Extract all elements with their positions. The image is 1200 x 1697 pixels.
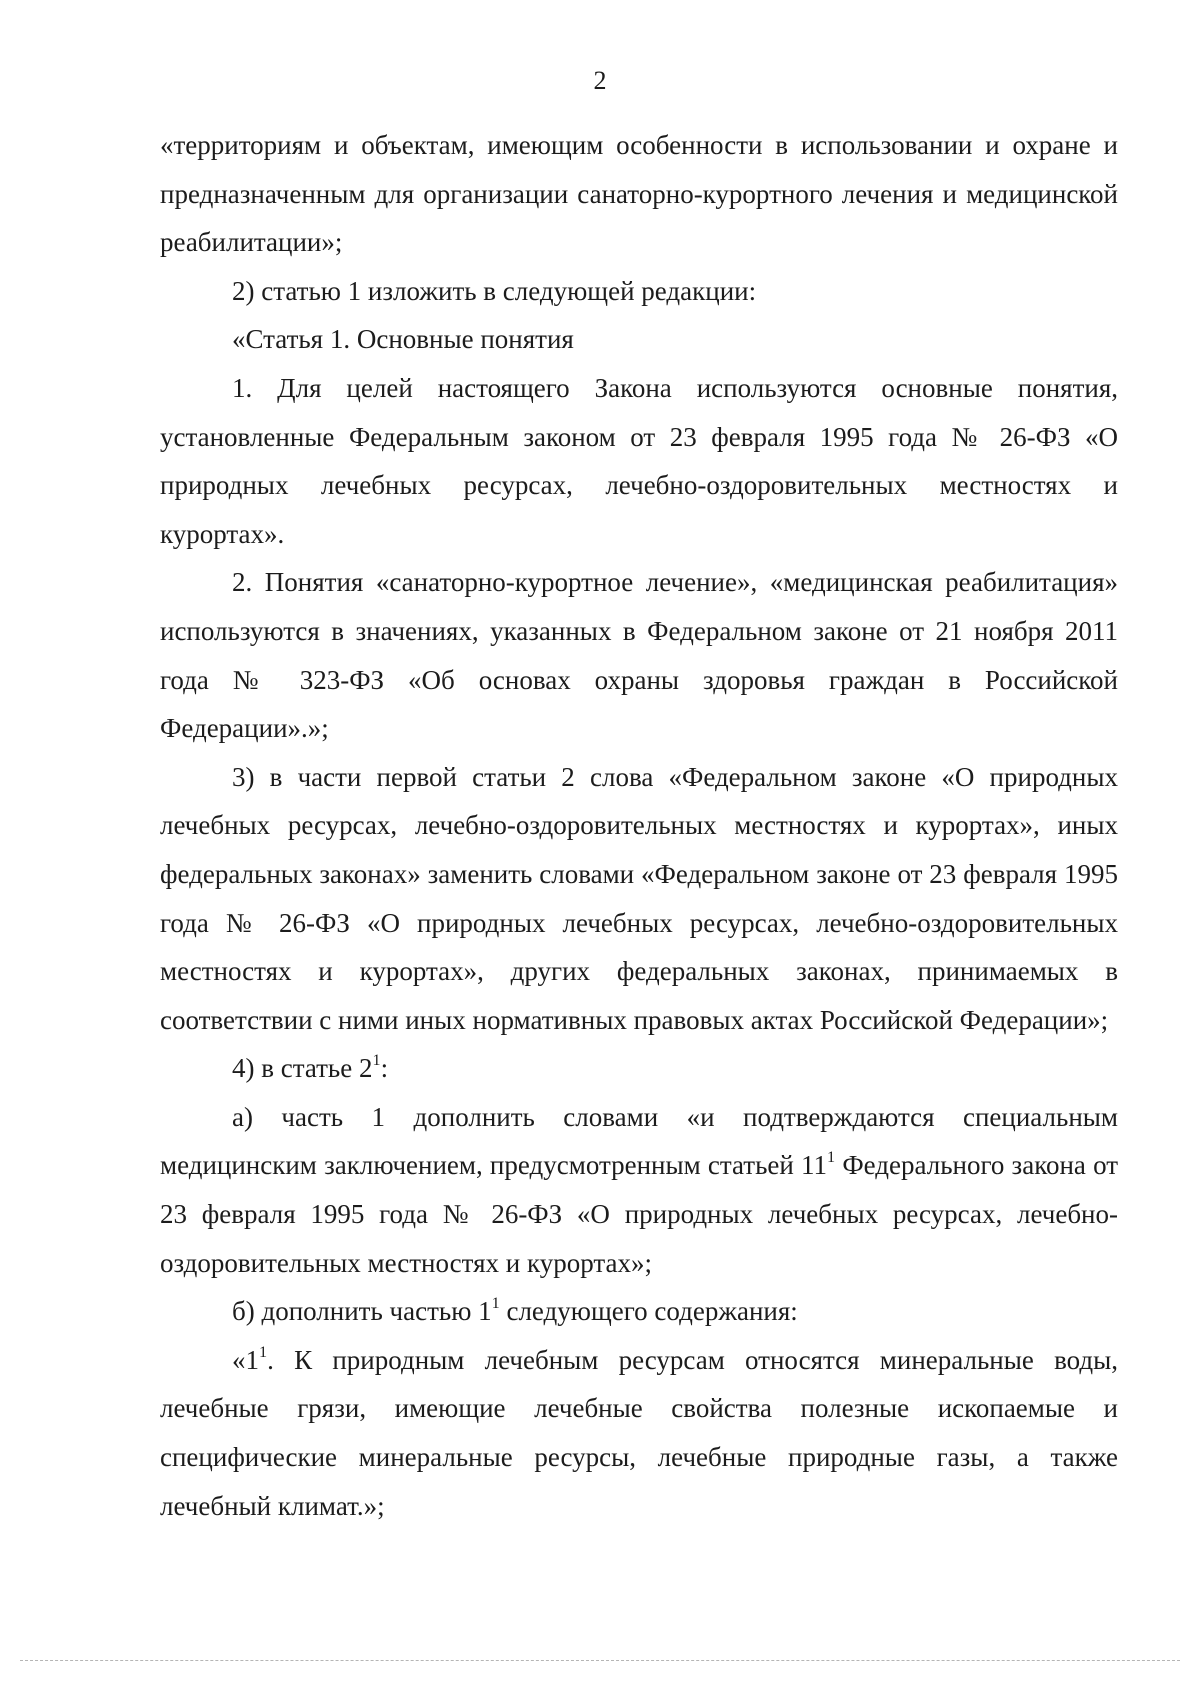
paragraph-article-1-part-1: 1. Для целей настоящего Закона используются основные понятия, установленные Федеральным законом от 23 февраля 1995 года № 26-ФЗ «О природных лечебных ресурсах, лечебно-оздоровительных местностях и курортах». [160,372,1118,549]
paragraph-item-2: 2) статью 1 изложить в следующей редакции: [232,275,757,306]
paragraph-item-4b: б) дополнить частью $1^1$ следующего содержания: [232,1294,798,1327]
paragraph-item-4a: а) часть 1 дополнить словами «и подтверждаются специальным медицинским заключением, предусмотренным статьей $11^1$ Федерального закона от 23 февраля 1995 года № 26-ФЗ «О природных лечебных ресурсах, лечебно-оздоровительных местностях и курортах»; [160,1101,1119,1278]
document-body [160,121,1118,1530]
paragraph-article-1-heading: «Статья 1. Основные понятия [232,324,574,355]
superscript: 1 [827,1148,836,1167]
paragraph-continuation: «территориям и объектам, имеющим особенности в использовании и охране и предназначенным для организации санаторно-курортного лечения и медицинской реабилитации»; [160,130,1118,258]
paragraph-item-3: 3) в части первой статьи 2 слова «Федеральном законе «О природных лечебных ресурсах, лечебно-оздоровительных местностях и курортах», иных федеральных законах» заменить словами «Федеральном законе от 23 февраля 1995 года № 26-ФЗ «О природных лечебных ресурсах, лечебно-оздоровительных местностях и курортах», других федеральных законах, принимаемых в соответствии с ними иных нормативных правовых актах Российской Федерации»; [160,761,1118,1035]
paragraph-part-1-1: «$1^1$. К природным лечебным ресурсам относятся минеральные воды, лечебные грязи, имеющие лечебные свойства полезные ископаемые и специфические минеральные ресурсы, лечебные природные газы, а также лечебный климат.»; [160,1342,1118,1521]
superscript: 1 [372,1051,381,1070]
paragraph-article-1-part-2: 2. Понятия «санаторно-курортное лечение», «медицинская реабилитация» используются в значениях, указанных в Федеральном законе от 21 ноября 2011 года № 323-ФЗ «Об основах охраны здоровья граждан в Российской Федерации».»; [160,567,1118,744]
paragraph-item-4: 4) в статье $2^1$: [232,1051,389,1084]
superscript: 1 [491,1294,500,1313]
page-number: 2 [593,66,607,95]
superscript: 1 [259,1342,268,1361]
scan-edge-line [20,1660,1180,1661]
